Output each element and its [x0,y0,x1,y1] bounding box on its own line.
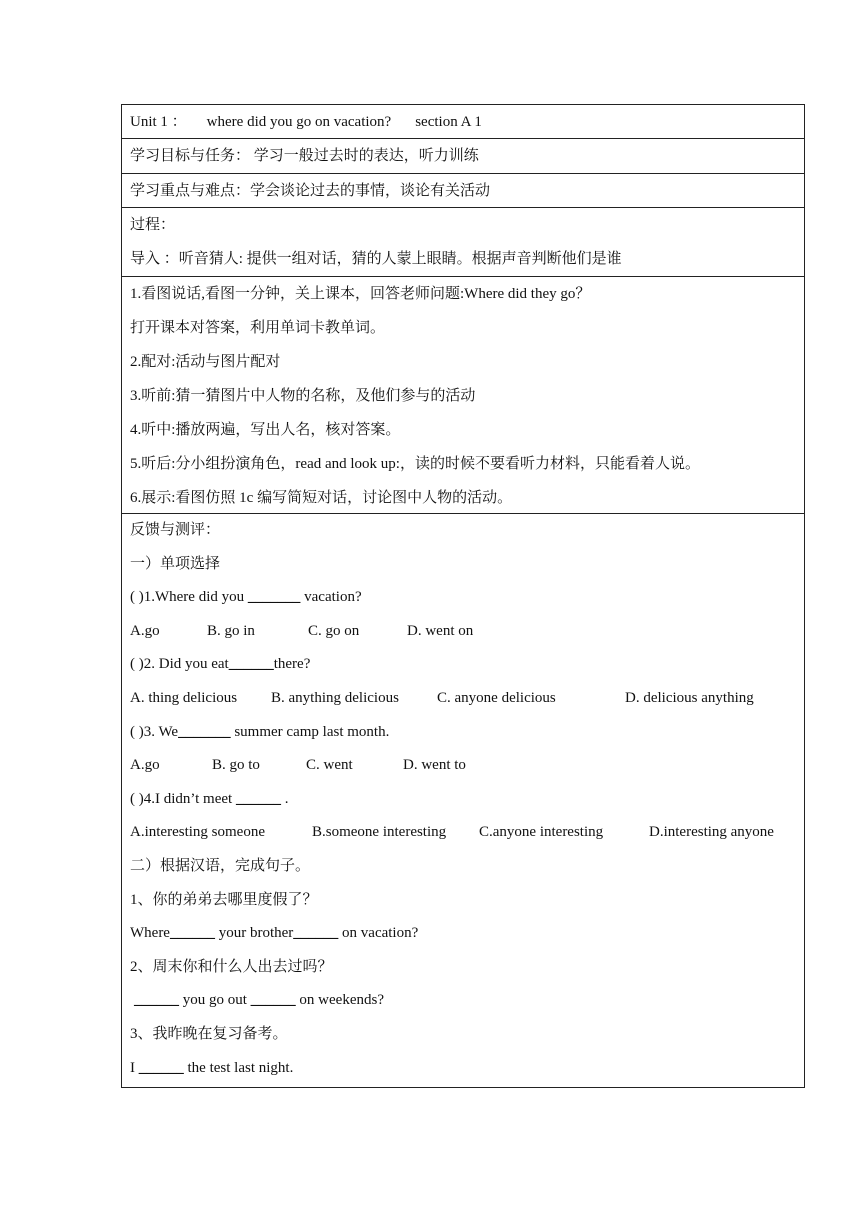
step-line: 3.听前:猜一猜图片中人物的名称，及他们参与的活动 [130,388,476,404]
option: B. anything delicious [271,689,399,706]
question-4: ( )4.I didn’t meet ______ . [130,790,289,807]
part1-title: 一）单项选择 [130,555,221,572]
answer-blank: ______ [138,1059,184,1076]
question-1: ( )1.Where did you _______ vacation? [130,589,362,606]
unit-title: where did you go on vacation? [206,114,392,130]
option: C.anyone interesting [479,824,604,841]
question-2-options [130,682,804,716]
sentence-3-chinese: 3、我昨晚在复习备考。 [130,1025,288,1042]
option: D.interesting anyone [649,824,774,841]
feedback-row [122,514,804,1087]
part2-title: 二）根据汉语，完成句子。 [130,857,311,874]
option: A.interesting someone [130,824,265,841]
answer-blank: ______ [228,656,274,673]
sentence-1-english: Where______ your brother______ on vacation? [130,925,419,942]
step-line: 5.听后:分小组扮演角色，read and look up:，读的时候不要看听力材料，只能看着人说。 [130,456,700,472]
question-4-options [130,816,804,850]
question-3: ( )3. We_______ summer camp last month. [130,723,390,740]
unit-label: Unit 1 ： [130,114,187,130]
step-line: 1.看图说话,看图一分钟，关上课本，回答老师问题:Where did they go？ [130,286,591,302]
answer-blank: _______ [178,723,231,740]
step-line: 6.展示:看图仿照 1c 编写简短对话，讨论图中人物的活动。 [130,490,513,506]
option: A.go [130,622,160,639]
question-1-options [130,615,804,649]
answer-blank: ______ [235,790,281,807]
sentence-3-english: I ______ the test last night. [130,1059,294,1076]
question-3-options [130,749,804,783]
option: B.someone interesting [312,824,447,841]
answer-blank: ______ [169,925,215,942]
focus-row [122,174,804,208]
answer-blank: ______ [134,992,179,1009]
header-row [122,105,804,139]
option: C. go on [308,622,360,639]
option: A. thing delicious [130,689,238,706]
feedback-label: 反馈与测评： [130,522,221,538]
goals-text: 学习目标与任务： 学习一般过去时的表达，听力训练 [130,148,479,164]
process-intro: 导入 ：听音猜人: 提供一组对话，猜的人蒙上眼睛。根据声音判断他们是谁 [130,251,622,267]
steps-row [122,277,804,514]
process-label: 过程： [130,217,176,233]
step-line: 2.配对:活动与图片配对 [130,354,281,370]
question-2: ( )2. Did you eat______there? [130,656,311,673]
step-line: 打开课本对答案，利用单词卡教单词。 [130,320,386,336]
sentence-2-chinese: 2、周末你和什么人出去过吗？ [130,958,333,975]
answer-blank: ______ [250,992,296,1009]
option: B. go to [212,757,260,774]
lesson-plan-table [121,104,805,1088]
option: A.go [130,757,160,774]
answer-blank: ______ [293,925,339,942]
sentence-2-english: ______ you go out ______ on weekends? [134,992,384,1009]
option: C. went [306,757,353,774]
sentence-1-chinese: 1、你的弟弟去哪里度假了？ [130,891,318,908]
answer-blank: _______ [247,589,301,606]
option: C. anyone delicious [437,689,556,706]
option: D. went to [403,757,466,774]
goals-row [122,139,804,174]
option: D. delicious anything [625,689,754,706]
option: B. go in [207,622,255,639]
process-row [122,208,804,277]
step-line: 4.听中:播放两遍，写出人名，核对答案。 [130,422,401,438]
focus-text: 学习重点与难点：学会谈论过去的事情，谈论有关活动 [130,183,491,199]
option: D. went on [407,622,474,639]
section-label: section A 1 [415,114,482,130]
